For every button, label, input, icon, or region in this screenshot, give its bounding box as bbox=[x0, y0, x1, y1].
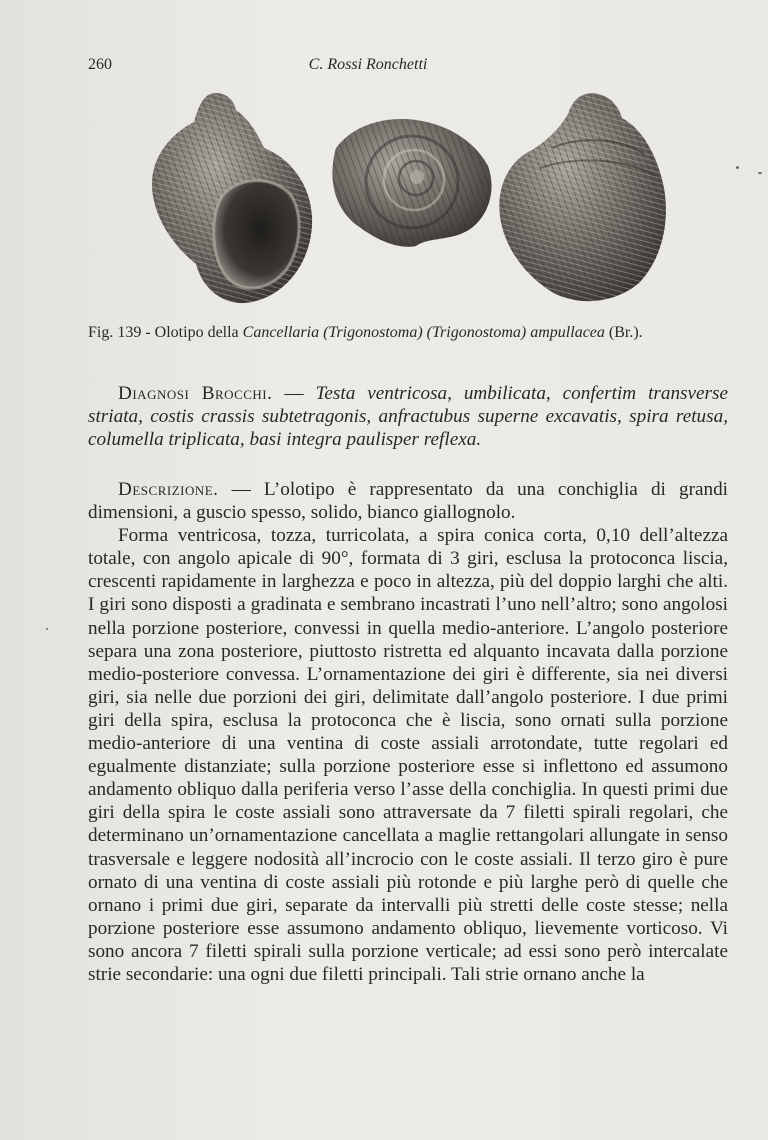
description-section bbox=[88, 478, 728, 986]
description-label: Descrizione. bbox=[118, 479, 219, 500]
shell-apical-view bbox=[332, 119, 491, 247]
print-speck bbox=[46, 628, 48, 630]
caption-author: (Br.). bbox=[608, 324, 643, 341]
print-speck bbox=[736, 166, 739, 169]
figure-caption bbox=[88, 324, 738, 342]
figure-139-holotype-shells bbox=[140, 88, 680, 310]
caption-genus: Cancellaria bbox=[242, 324, 320, 341]
shell-illustrations bbox=[140, 88, 680, 310]
diagnosis-paragraph bbox=[88, 382, 728, 451]
diagnosis-latin-text: Testa ventricosa, umbilicata, confertim transverse striata, costis crassis subtetragonis, anfractubus superne excavatis, spira retusa, columella triplicata, basi integra paulisper reflexa. bbox=[88, 383, 729, 451]
page-number: 260 bbox=[88, 56, 112, 73]
diagnosis-dash: — bbox=[272, 383, 316, 404]
running-head-author: C. Rossi Ronchetti bbox=[308, 56, 428, 73]
page-header bbox=[88, 56, 728, 78]
description-body-paragraph: Forma ventricosa, tozza, turricolata, a spira conica corta, 0,10 dell’altezza totale, con angolo apicale di 90°, formata di 3 giri, esclusa la protoconca liscia, crescenti rapidamente in larghezza e poco in altezza, più del doppio larghi che alti. I giri sono disposti a gradinata e sembrano incastrati l’uno nell’altro; sono angolosi nella porzione posteriore, convessi in quella medio-anteriore. L’angolo posteriore separa una zona posteriore, piuttosto ristretta ed alquanto incavata dalla porzione medio-posteriore convessa. L’ornamentazione dei giri è differente, sia nei diversi giri, sia nelle due porzioni dei giri, delimitate dall’angolo posteriore. I due primi giri della spira, esclusa la protoconca che è liscia, sono ornati sulla porzione medio-anteriore di una ventina di coste assiali arrotondate, tutte regolari ed egualmente distanziate; sulla porzione posteriore esse si inflettono ed assumono andamento obliquo dalla periferia verso l’asse della conchiglia. In questi primi due giri della spira le coste assiali sono attraversate da 7 filetti spirali regolari, che determinano un’ornamentazione cancellata a maglie rettangolari allungate in senso trasversale e leggere nodosità all’incrocio con le coste assiali. Il terzo giro è pure ornato di una ventina di coste assiali più rotonde e più larghe però di quelle che ornano i primi due giri, separate da intervalli più stretti delle coste stesse; nella porzione posteriore esse assumono andamento obliquo, lievemente vorticoso. Vi sono ancora 7 filetti spirali sulla porzione verticale; ad essi sono però intercalate strie secondarie: una ogni due filetti principali. Tali strie ornano anche la bbox=[88, 525, 728, 985]
caption-prefix: Fig. 139 - Olotipo della bbox=[88, 324, 243, 341]
description-intro-text: L’olotipo è rappresentato da una conchiglia di grandi dimensioni, a guscio spesso, solido, bianco giallognolo. bbox=[88, 479, 729, 524]
shell-dorsal-view bbox=[499, 93, 666, 301]
shell-apertural-view bbox=[152, 93, 312, 303]
caption-species: ampullacea bbox=[530, 324, 605, 341]
description-intro-paragraph bbox=[88, 478, 728, 524]
diagnosis-label: Diagnosi Brocchi. bbox=[118, 383, 273, 404]
description-dash: — bbox=[218, 479, 264, 500]
caption-subgenus-1: (Trigonostoma) bbox=[323, 324, 423, 341]
caption-subgenus-2: (Trigonostoma) bbox=[426, 324, 527, 341]
print-speck bbox=[758, 172, 762, 174]
